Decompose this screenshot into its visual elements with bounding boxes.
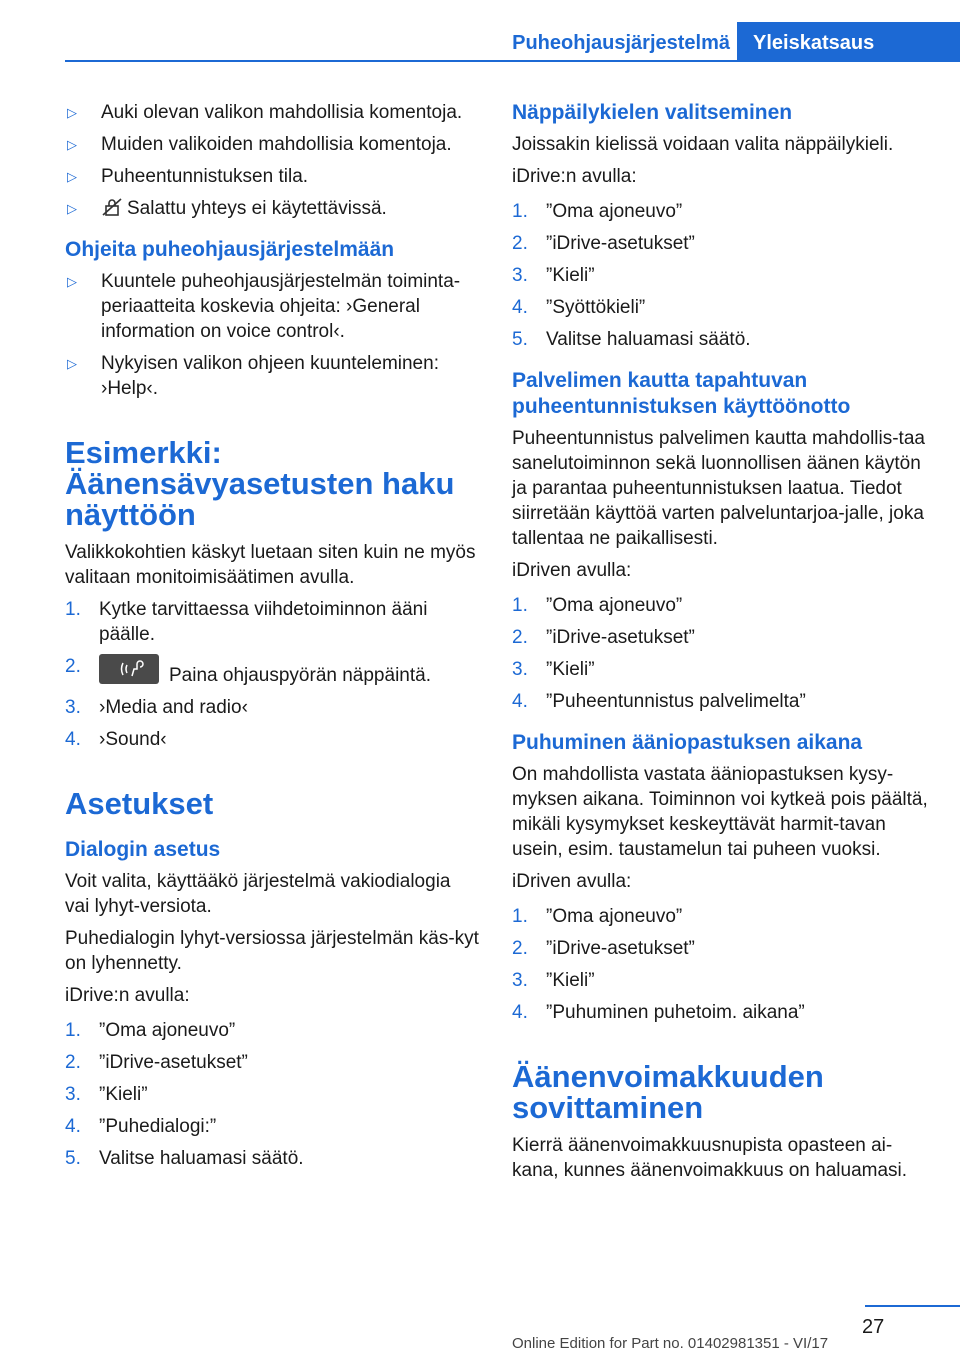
list-item: 4. ”Puheentunnistus palvelimelta” [512, 691, 806, 712]
triangle-bullet-icon: ▷ [67, 169, 77, 184]
keyboard-idrive-label: iDrive:n avulla: [512, 166, 637, 187]
talk-idrive-label: iDriven avulla: [512, 871, 632, 892]
list-item: 4. ”Puhedialogi:” [65, 1116, 217, 1137]
footer-rule [865, 1305, 960, 1307]
list-item: 1. ”Oma ajoneuvo” [512, 595, 683, 616]
list-item: 4. ”Puhuminen puhetoim. aikana” [512, 1002, 805, 1023]
list-item: ▷ Salattu yhteys ei käytettävissä. [67, 198, 387, 219]
tips-heading: Ohjeita puheohjausjärjestelmään [65, 238, 395, 261]
server-steps [512, 593, 932, 714]
list-item: 2. Paina ohjauspyörän näppäintä. [65, 656, 431, 686]
dialog-steps [65, 1018, 480, 1171]
list-item: ▷ Kuuntele puheohjausjärjestelmän toiminta-periaatteita koskevia ohjeita: ›General information on voice control‹. [67, 271, 461, 342]
list-item: 3. ›Media and radio‹ [65, 697, 248, 718]
header-rule [65, 60, 960, 62]
triangle-bullet-icon: ▷ [67, 201, 77, 216]
keyboard-language-heading: Näppäilykielen valitseminen [512, 101, 793, 124]
voice-button-icon [99, 654, 159, 684]
display-bullets [65, 100, 480, 221]
talk-paragraph: On mahdollista vastata ääniopastuksen kysy-myksen aikana. Toiminnon voi kytkeä pois päältä, mikäli kysymykset keskeyttävät harmit-tavan usein, esim. taustamelun tai puheen vuoksi. [512, 764, 928, 860]
header-section-title: Puheohjausjärjestelmä [512, 32, 730, 54]
list-item: ▷ Puheentunnistuksen tila. [67, 166, 309, 187]
list-item: 5. Valitse haluamasi säätö. [65, 1148, 304, 1169]
list-item: 2. ”iDrive-asetukset” [512, 938, 695, 959]
list-item: 2. ”iDrive-asetukset” [512, 233, 695, 254]
keyboard-steps [512, 199, 932, 352]
list-item: 2. ”iDrive-asetukset” [65, 1052, 248, 1073]
header-chapter-tab: Yleiskatsaus [737, 22, 960, 62]
triangle-bullet-icon: ▷ [67, 105, 77, 120]
settings-heading: Asetukset [65, 786, 214, 821]
tips-list [65, 269, 480, 401]
page-number: 27 [862, 1316, 885, 1338]
crossed-lock-icon [101, 198, 123, 216]
volume-paragraph: Kierrä äänenvoimakkuusnupista opasteen ai-kana, kunnes äänenvoimakkuus on haluamasi. [512, 1135, 908, 1181]
server-recognition-heading: Palvelimen kautta tapahtuvan puheentunnistuksen käyttöönotto [512, 369, 851, 418]
example-steps [65, 597, 480, 752]
right-column [512, 100, 932, 1190]
list-item: 1. ”Oma ajoneuvo” [512, 906, 683, 927]
list-item: 4. ”Syöttökieli” [512, 297, 646, 318]
list-item: 3. ”Kieli” [512, 970, 595, 991]
talk-steps [512, 904, 932, 1025]
server-paragraph: Puheentunnistus palvelimen kautta mahdollis-taa sanelutoiminnon sekä luonnollisen äänen käytön ja parantaa puheentunnistuksen laatua. Tiedot siirretään käyttöä varten palveluntarjoa-jalle, joka tallentaa ne paikallisesti. [512, 428, 925, 549]
volume-heading: Äänenvoimakkuuden sovittaminen [512, 1059, 824, 1125]
dialog-idrive-label: iDrive:n avulla: [65, 985, 190, 1006]
triangle-bullet-icon: ▷ [67, 356, 77, 371]
list-item: 3. ”Kieli” [65, 1084, 148, 1105]
list-item: 1. ”Oma ajoneuvo” [65, 1020, 236, 1041]
list-item: 2. ”iDrive-asetukset” [512, 627, 695, 648]
example-heading: Esimerkki: Äänensävyasetusten haku näyttöön [65, 435, 455, 532]
list-item: 1. ”Oma ajoneuvo” [512, 201, 683, 222]
list-item: ▷ Nykyisen valikon ohjeen kuunteleminen: ›Help‹. [67, 353, 439, 399]
dialog-paragraph-1: Voit valita, käyttääkö järjestelmä vakiodialogia vai lyhyt-versiota. [65, 871, 451, 917]
list-item: ▷ Muiden valikoiden mahdollisia komentoja. [67, 134, 452, 155]
edition-note: Online Edition for Part no. 01402981351 - VI/17 [512, 1335, 829, 1352]
triangle-bullet-icon: ▷ [67, 274, 77, 289]
server-idrive-label: iDriven avulla: [512, 560, 632, 581]
list-item: 5. Valitse haluamasi säätö. [512, 329, 751, 350]
left-column [65, 100, 480, 1185]
dialog-heading: Dialogin asetus [65, 838, 221, 861]
dialog-paragraph-2: Puhedialogin lyhyt-versiossa järjestelmän käs-kyt on lyhennetty. [65, 928, 479, 974]
keyboard-paragraph: Joissakin kielissä voidaan valita näppäilykieli. [512, 134, 894, 155]
example-intro: Valikkokohtien käskyt luetaan siten kuin ne myös valitaan monitoimisäätimen avulla. [65, 542, 476, 588]
talk-during-prompt-heading: Puhuminen ääniopastuksen aikana [512, 731, 863, 754]
list-item: 4. ›Sound‹ [65, 729, 167, 750]
list-item: 3. ”Kieli” [512, 265, 595, 286]
list-item: 1. Kytke tarvittaessa viihdetoiminnon ääni päälle. [65, 599, 428, 645]
list-item: ▷ Auki olevan valikon mahdollisia komentoja. [67, 102, 463, 123]
list-item: 3. ”Kieli” [512, 659, 595, 680]
triangle-bullet-icon: ▷ [67, 137, 77, 152]
